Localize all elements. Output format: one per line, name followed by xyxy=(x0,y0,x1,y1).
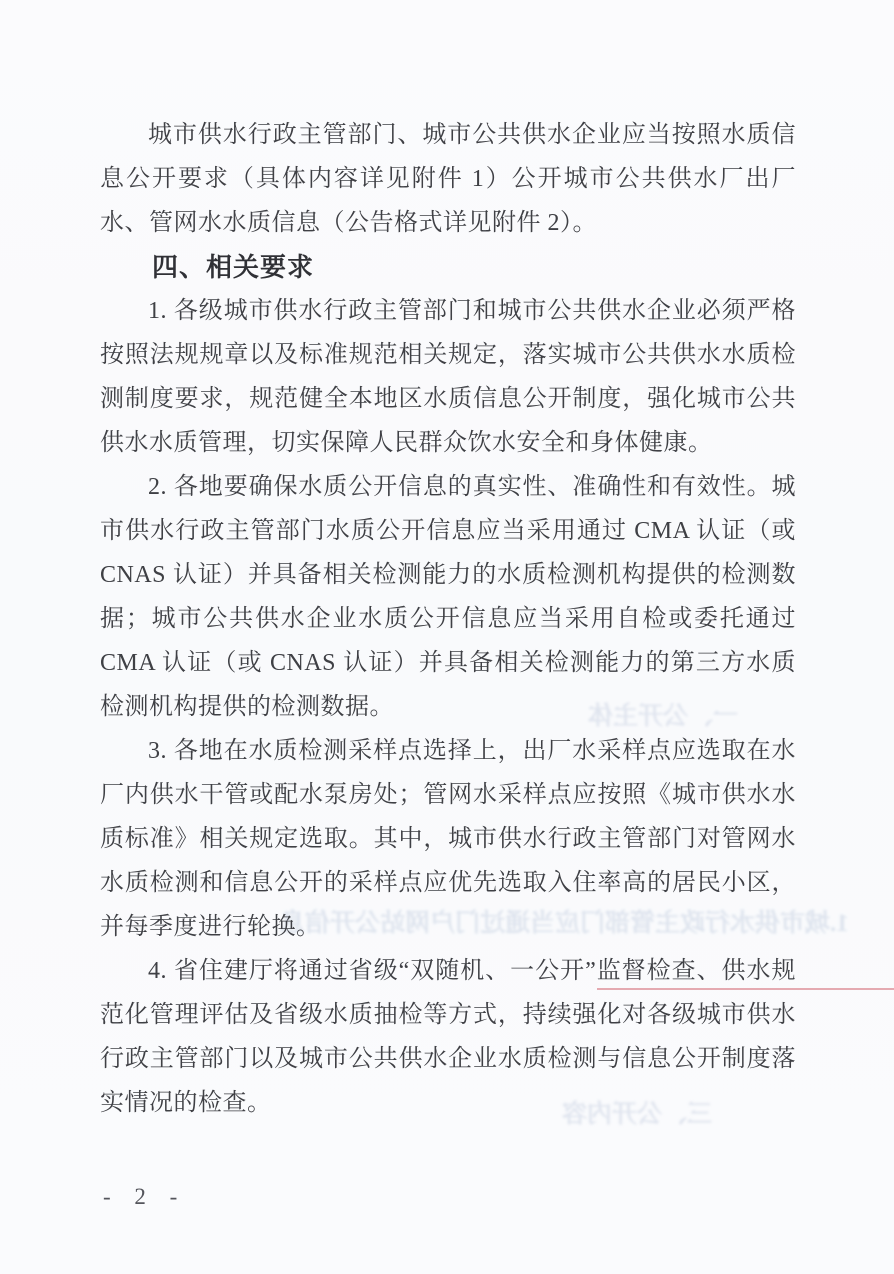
page-number: - 2 - xyxy=(103,1184,187,1209)
paragraph-item-1: 1. 各级城市供水行政主管部门和城市公共供水企业必须严格按照法规规章以及标准规范相关规定，落实城市公共供水水质检测制度要求，规范健全本地区水质信息公开制度，强化城市公共供水水质管理，切实保障人民群众饮水安全和身体健康。 xyxy=(100,298,796,456)
bleedthrough-ghost-text: 三、公开内容 xyxy=(562,1101,713,1128)
section-heading: 四、相关要求 xyxy=(152,252,315,282)
bleedthrough-ghost-text: 1.城市供水行政主管部门应当通过门户网站公开信息 xyxy=(280,910,849,937)
bleedthrough-ghost-text: 一、公开主体 xyxy=(588,703,739,730)
paragraph-item-3: 3. 各地在水质检测采样点选择上，出厂水采样点应选取在水厂内供水干管或配水泵房处；管网水采样点应按照《城市供水水质标准》相关规定选取。其中，城市供水行政主管部门对管网水水质检测和信息公开的采样点应优先选取入住率高的居民小区，并每季度进行轮换。 xyxy=(100,738,796,940)
paragraph-item-2: 2. 各地要确保水质公开信息的真实性、准确性和有效性。城市供水行政主管部门水质公开信息应当采用通过 CMA 认证（或 CNAS 认证）并具备相关检测能力的水质检测机构提供的检测数据；城市公共供水企业水质公开信息应当采用自检或委托通过 CMA 认证（或 CNAS 认证）并具备相关检测能力的第三方水质检测机构提供的检测数据。 xyxy=(100,474,796,720)
paragraph-item-4: 4. 省住建厅将通过省级“双随机、一公开”监督检查、供水规范化管理评估及省级水质抽检等方式，持续强化对各级城市供水行政主管部门以及城市公共供水企业水质检测与信息公开制度落实情况的检查。 xyxy=(100,958,796,1116)
paragraph-intro: 城市供水行政主管部门、城市公共供水企业应当按照水质信息公开要求（具体内容详见附件 1）公开城市公共供水厂出厂水、管网水水质信息（公告格式详见附件 2）。 xyxy=(100,122,796,236)
document-body xyxy=(100,113,796,1125)
scan-artifact-underline xyxy=(597,988,894,990)
